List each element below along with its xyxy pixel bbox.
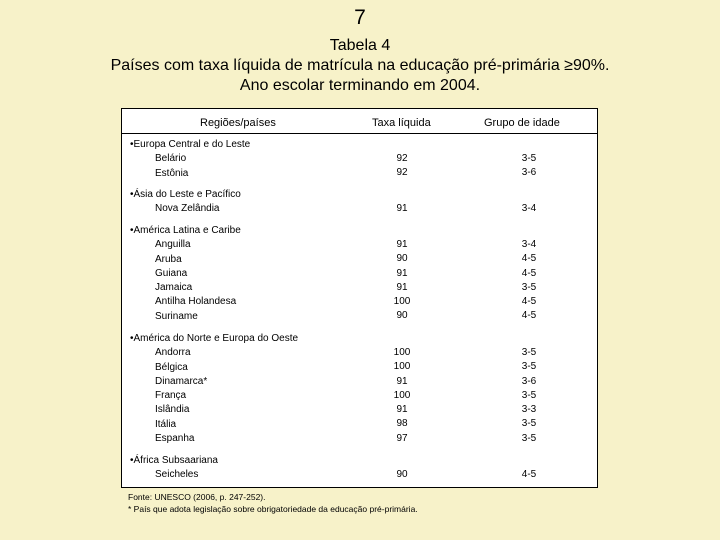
data-table: [121, 108, 598, 488]
taxa-value: 98: [396, 418, 408, 430]
country-name: Antilha Holandesa: [155, 296, 237, 308]
title-line-2: Países com taxa líquida de matrícula na educação pré-primária ≥90%.: [110, 57, 610, 74]
grupo-value: 3-5: [521, 432, 537, 444]
country-name: Bélgica: [155, 361, 188, 373]
grupo-value: 3-5: [521, 361, 537, 373]
taxa-value: 100: [393, 296, 411, 308]
header-grupo: Grupo de idade: [484, 117, 560, 129]
country-name: Belário: [155, 153, 187, 165]
grupo-value: 4-5: [521, 469, 537, 480]
region-name: •América Latina e Caribe: [130, 225, 241, 236]
country-name: Estônia: [155, 167, 189, 179]
grupo-value: 3-4: [521, 203, 537, 214]
header-taxa: Taxa líquida: [372, 117, 431, 129]
grupo-value: 4-5: [521, 310, 537, 322]
country-name: Espanha: [155, 433, 195, 445]
grupo-value: 3-5: [521, 418, 537, 430]
region-name: •Europa Central e do Leste: [130, 139, 251, 150]
taxa-value: 92: [396, 153, 408, 164]
grupo-value: 3-3: [521, 404, 537, 416]
taxa-value: 91: [396, 404, 408, 416]
country-name: Jamaica: [155, 282, 193, 294]
slide-number: 7: [354, 6, 366, 29]
taxa-value: 91: [396, 375, 408, 387]
country-name: Itália: [155, 418, 177, 430]
region-name: •Ásia do Leste e Pacífico: [130, 189, 241, 200]
taxa-value: 97: [396, 432, 408, 444]
taxa-value: 90: [396, 469, 408, 480]
grupo-value: 3-6: [521, 375, 537, 387]
header-divider: [122, 133, 597, 134]
taxa-value: 92: [396, 167, 408, 179]
country-name: Nova Zelândia: [155, 203, 220, 215]
title-line-3: Ano escolar terminando em 2004.: [239, 77, 481, 94]
country-name: Suriname: [155, 310, 198, 322]
table-title: [0, 36, 720, 96]
header-regions: Regiões/países: [200, 117, 276, 129]
country-name: Aruba: [155, 253, 182, 265]
grupo-value: 4-5: [521, 296, 537, 308]
taxa-value: 91: [396, 281, 408, 293]
region-name: •África Subsaariana: [130, 455, 218, 466]
grupo-value: 3-5: [521, 153, 537, 164]
taxa-value: 91: [396, 203, 408, 214]
taxa-value: 100: [393, 361, 411, 373]
taxa-value: 90: [396, 253, 408, 265]
country-name: Seicheles: [155, 469, 199, 481]
grupo-value: 3-5: [521, 281, 537, 293]
grupo-value: 3-5: [521, 389, 537, 401]
taxa-value: 91: [396, 267, 408, 279]
country-name: Guiana: [155, 267, 188, 279]
country-name: Dinamarca*: [155, 375, 208, 387]
country-name: França: [155, 390, 187, 402]
source-note: Fonte: UNESCO (2006, p. 247-252).: [128, 492, 266, 502]
taxa-value: 100: [393, 389, 411, 401]
taxa-value: 90: [396, 310, 408, 322]
grupo-value: 3-5: [521, 347, 537, 358]
region-name: •América do Norte e Europa do Oeste: [130, 333, 299, 344]
taxa-value: 91: [396, 239, 408, 250]
grupo-value: 3-6: [521, 167, 537, 179]
grupo-value: 4-5: [521, 253, 537, 265]
country-name: Anguilla: [155, 239, 191, 251]
grupo-value: 3-4: [521, 239, 537, 250]
asterisk-note: * País que adota legislação sobre obrigatoriedade da educação pré-primária.: [128, 504, 418, 514]
grupo-value: 4-5: [521, 267, 537, 279]
title-line-1: Tabela 4: [329, 37, 391, 54]
footnotes: [128, 491, 418, 515]
country-name: Islândia: [155, 404, 190, 416]
taxa-value: 100: [393, 347, 411, 358]
country-name: Andorra: [155, 347, 191, 359]
